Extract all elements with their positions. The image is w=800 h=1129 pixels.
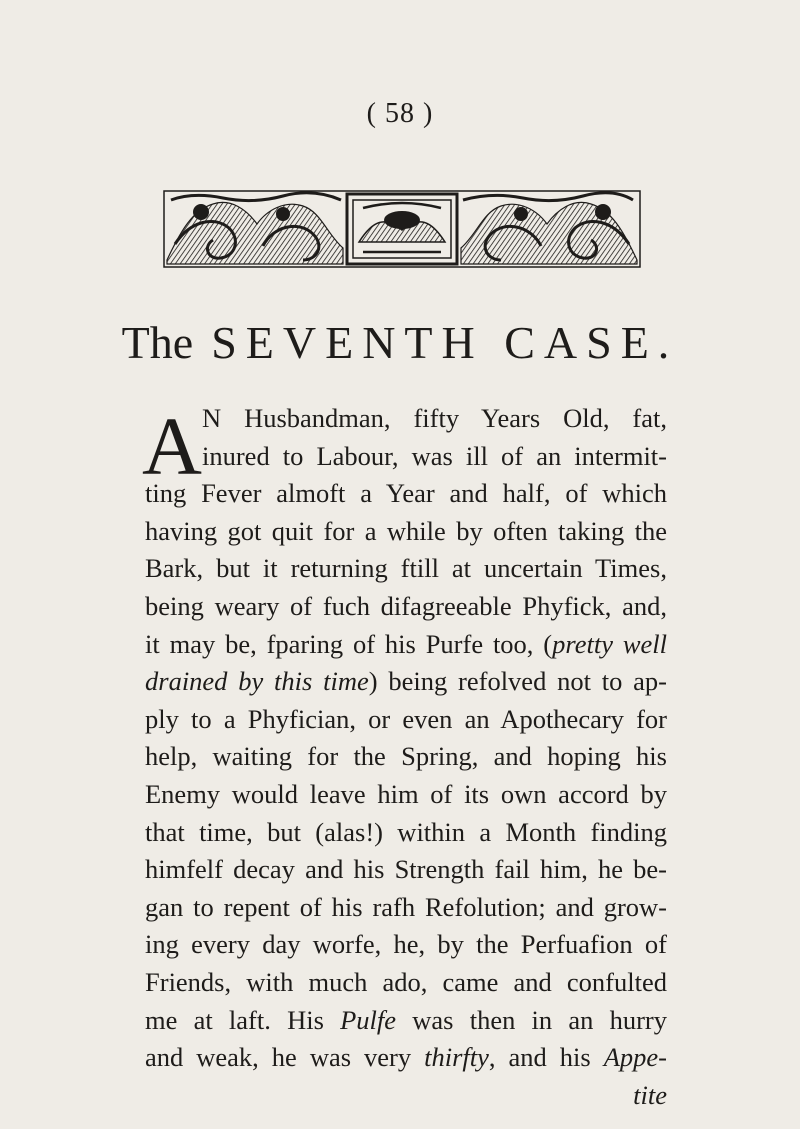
text-line: [145, 964, 667, 1002]
text-line: [145, 663, 667, 701]
case-title-main: SEVENTH CASE.: [211, 317, 679, 368]
text-line: [145, 1039, 667, 1077]
line-text-italic: drained by this time: [145, 666, 369, 697]
line-text: ) being refolved not to ap-: [368, 666, 668, 697]
text-line: [145, 626, 667, 664]
catchword-text: tite: [633, 1079, 667, 1110]
text-line: [145, 738, 667, 776]
line-text: ing every day worfe, he, by the Perfuafion of: [145, 929, 667, 960]
text-line: [145, 1002, 667, 1040]
text-line: [145, 701, 667, 739]
text-line: [145, 550, 667, 588]
line-text-italic: Pulfe: [340, 1004, 397, 1035]
line-text-italic: thirfty: [424, 1042, 489, 1073]
text-line: [145, 475, 667, 513]
line-text: was then in an hurry: [396, 1004, 667, 1035]
line-text: that time, but (alas!) within a Month finding: [145, 816, 667, 847]
line-text: gan to repent of his rafh Refolution; and grow-: [145, 891, 667, 922]
line-text: it may be, fparing of his Purfe too, (: [145, 628, 553, 659]
line-text-italic: pretty well: [552, 628, 667, 659]
line-text: , and his: [488, 1042, 604, 1073]
line-text: ply to a Phyfician, or even an Apothecary for: [145, 703, 667, 734]
body-text: [145, 400, 667, 1114]
line-text-italic: Appe-: [603, 1042, 668, 1073]
line-text: ting Fever almoft a Year and half, of which: [145, 478, 667, 509]
line-text: me at laft. His: [145, 1004, 341, 1035]
line-text: and weak, he was very: [145, 1042, 425, 1073]
line-text: N Husbandman, fifty Years Old, fat,: [202, 403, 667, 433]
case-title: [0, 318, 800, 368]
line-text: inured to Labour, was ill of an intermit-: [202, 440, 667, 471]
text-line: [202, 400, 667, 438]
case-title-the: The: [121, 317, 194, 368]
text-line: [202, 438, 667, 476]
line-text: Friends, with much ado, came and confulted: [145, 966, 667, 997]
line-text: being weary of fuch difagreeable Phyfick, and,: [145, 590, 667, 621]
drop-cap: A: [142, 400, 202, 492]
text-line: [145, 814, 667, 852]
catchword: [145, 1077, 667, 1115]
text-line: [145, 926, 667, 964]
line-text: Bark, but it returning ftill at uncertain Times,: [145, 553, 667, 584]
ornamental-headpiece-icon: [163, 190, 641, 268]
text-line: [145, 889, 667, 927]
line-text: having got quit for a while by often taking the: [145, 515, 667, 546]
text-line: [145, 776, 667, 814]
text-line: [145, 513, 667, 551]
text-line: [145, 588, 667, 626]
line-text: help, waiting for the Spring, and hoping his: [145, 741, 667, 772]
line-text: Enemy would leave him of its own accord by: [145, 778, 667, 809]
page-number: ( 58 ): [366, 98, 434, 129]
line-text: himfelf decay and his Strength fail him, he be-: [145, 854, 667, 885]
text-line: [145, 851, 667, 889]
